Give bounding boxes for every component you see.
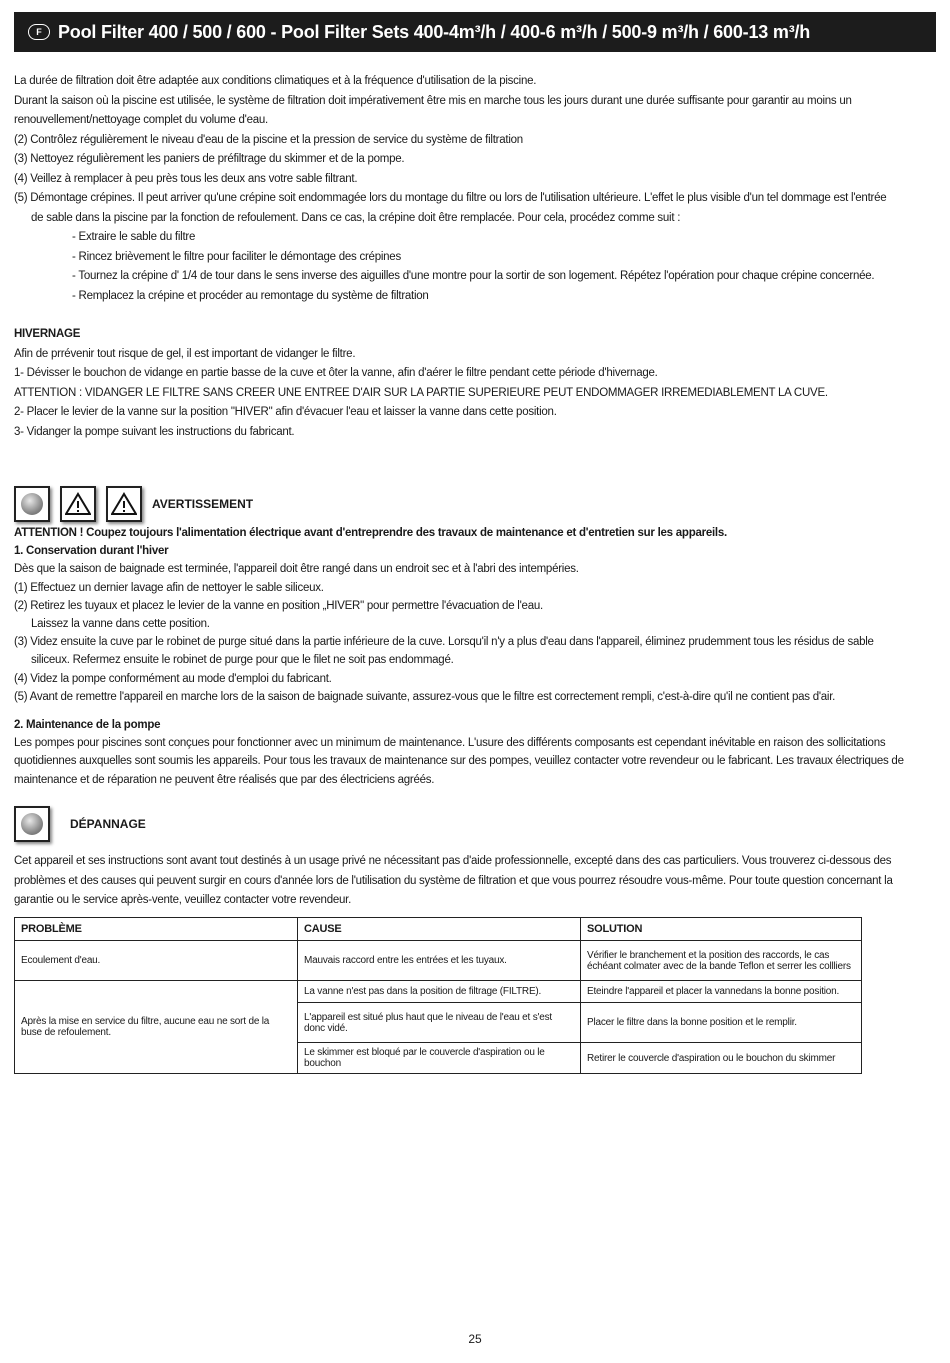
table-header-row xyxy=(15,918,862,941)
pompe-line: maintenance et de réparation ne peuvent être réalisés que par des électriciens agréés. xyxy=(14,773,435,786)
intro-line: La durée de filtration doit être adaptée aux conditions climatiques et à la fréquence d'utilisation de la piscine. xyxy=(14,75,537,87)
pompe-line: quotidiennes auxquelles sont soumis les appareils. Pour tous les travaux de maintenance sur des pompes, veuillez contacter votre revendeur ou le fabricant. Les travaux électriques de xyxy=(14,755,904,768)
hivernage-line: Afin de prrévenir tout risque de gel, il est important de vidanger le filtre. xyxy=(14,347,356,360)
hivernage-line: ATTENTION : VIDANGER LE FILTRE SANS CREER UNE ENTREE D'AIR SUR LA PARTIE SUPERIEURE PEUT ENDOMMAGER IRREMEDIABLEMENT LA CUVE. xyxy=(14,386,828,399)
hivernage-line: 1- Dévisser le bouchon de vidange en partie basse de la cuve et ôter la vanne, afin d'aérer le filtre pendant cette période d'hivernage. xyxy=(14,367,658,379)
depannage-section xyxy=(14,852,893,911)
intro-line: Durant la saison où la piscine est utilisée, le système de filtration doit impérativement être mis en marche tous les jours durant une durée suffisante pour garantir au moins un xyxy=(14,94,852,107)
avertissement-line: (1) Effectuez un dernier lavage afin de nettoyer le sable siliceux. xyxy=(14,581,324,594)
depannage-title: DÉPANNAGE xyxy=(70,817,146,831)
hivernage-title: HIVERNAGE xyxy=(14,328,81,340)
page-number: 25 xyxy=(468,1332,482,1346)
solution-cell: Retirer le couvercle d'aspiration ou le bouchon du skimmer xyxy=(581,1043,862,1074)
intro-line: (2) Contrôlez régulièrement le niveau d'eau de la piscine et la pression de service du système de filtration xyxy=(14,133,523,146)
cause-cell: L'appareil est situé plus haut que le niveau de l'eau et s'est donc vidé. xyxy=(298,1003,581,1043)
troubleshooting-table xyxy=(14,917,862,1074)
avertissement-line: Laissez la vanne dans cette position. xyxy=(31,618,210,631)
intro-line: (5) Démontage crépines. Il peut arriver qu'une crépine soit endommagée lors du montage du filtre ou lors de l'utilisation ultérieure. L'effet le plus visible d'un tel dommage est l'entrée xyxy=(14,192,887,204)
intro-line: (3) Nettoyez régulièrement les paniers de préfiltrage du skimmer et de la pompe. xyxy=(14,153,405,165)
avertissement-line: siliceux. Refermez ensuite le robinet de purge pour que le filet ne soit pas endommagé. xyxy=(31,654,454,667)
intro-line: (4) Veillez à remplacer à peu près tous les deux ans votre sable filtrant. xyxy=(14,172,358,185)
avertissement-line: (4) Videz la pompe conformément au mode d'emploi du fabricant. xyxy=(14,672,332,685)
solution-cell: Eteindre l'appareil et placer la vannedans la bonne position. xyxy=(581,981,862,1003)
intro-section xyxy=(14,72,886,306)
problem-cell: Ecoulement d'eau. xyxy=(15,941,298,981)
page-header xyxy=(14,12,936,52)
step-line: - Extraire le sable du filtre xyxy=(72,231,196,243)
cause-cell: La vanne n'est pas dans la position de filtrage (FILTRE). xyxy=(298,981,581,1003)
table-row xyxy=(15,981,862,1003)
avertissement-line: (3) Videz ensuite la cuve par le robinet de purge situé dans la partie inférieure de la cuve. Lorsqu'il n'y a plus d'eau dans l'appareil, éliminez prudemment tous les résidus de sable xyxy=(14,636,874,649)
solution-cell: Vérifier le branchement et la position des raccords, le cas échéant colmater avec de la bande Teflon et serrer les collliers xyxy=(581,941,862,981)
avertissement-line: (2) Retirez les tuyaux et placez le levier de la vanne en position „HIVER" pour permettre l'évacuation de l'eau. xyxy=(14,599,543,612)
subsection-title: 1. Conservation durant l'hiver xyxy=(14,545,169,558)
subsection-title: 2. Maintenance de la pompe xyxy=(14,719,161,732)
maintenance-disc-icon xyxy=(14,806,50,842)
depannage-line: problèmes et des causes qui peuvent surgir en cours d'année lors de l'utilisation du système de filtration et que vous pourrez résoudre vous-même. Pour toute question concernant la xyxy=(14,874,893,887)
step-line: - Remplacez la crépine et procéder au remontage du système de filtration xyxy=(72,289,429,302)
step-line: - Tournez la crépine d' 1/4 de tour dans le sens inverse des aiguilles d'une montre pour la sortir de son logement. Répétez l'opération pour chaque crépine concernée. xyxy=(72,270,875,282)
column-header: PROBLÈME xyxy=(15,918,298,941)
depannage-header xyxy=(14,806,146,842)
warning-triangle-icon xyxy=(106,486,142,522)
language-badge: F xyxy=(28,24,50,40)
intro-line: renouvellement/nettoyage complet du volume d'eau. xyxy=(14,114,268,126)
step-line: - Rincez brièvement le filtre pour faciliter le démontage des crépines xyxy=(72,250,401,263)
depannage-line: Cet appareil et ses instructions sont avant tout destinés à un usage privé ne nécessitant pas d'aide professionnelle, excepté dans des cas particuliers. Vous trouverez ci-dessous des xyxy=(14,855,892,867)
cause-cell: Le skimmer est bloqué par le couvercle d'aspiration ou le bouchon xyxy=(298,1043,581,1074)
problem-cell: Après la mise en service du filtre, aucune eau ne sort de la buse de refoulement. xyxy=(15,981,298,1074)
hivernage-section xyxy=(14,325,828,442)
avertissement-line: (5) Avant de remettre l'appareil en marche lors de la saison de baignade suivante, assurez-vous que le filtre est correctement rempli, c'est-à-dire qu'il ne contient pas d'air. xyxy=(14,690,836,703)
intro-line: de sable dans la piscine par la fonction de refoulement. Dans ce cas, la crépine doit être remplacée. Pour cela, procédez comme suit : xyxy=(31,211,681,224)
cause-cell: Mauvais raccord entre les entrées et les tuyaux. xyxy=(298,941,581,981)
warning-icons xyxy=(14,486,253,522)
avertissement-line: Dès que la saison de baignade est terminée, l'appareil doit être rangé dans un endroit sec et à l'abri des intempéries. xyxy=(14,563,579,576)
column-header: SOLUTION xyxy=(581,918,862,941)
maintenance-disc-icon xyxy=(14,486,50,522)
hivernage-line: 3- Vidanger la pompe suivant les instructions du fabricant. xyxy=(14,425,295,438)
depannage-line: garantie ou le service après-vente, veuillez contacter votre revendeur. xyxy=(14,894,352,906)
page-title: Pool Filter 400 / 500 / 600 - Pool Filter Sets 400-4m³/h / 400-6 m³/h / 500-9 m³/h / 600-13 m³/h xyxy=(58,21,811,42)
table-row xyxy=(15,941,862,981)
hivernage-line: 2- Placer le levier de la vanne sur la position "HIVER" afin d'évacuer l'eau et laisser la vanne dans cette position. xyxy=(14,406,557,418)
warning-triangle-icon xyxy=(60,486,96,522)
avertissement-title: AVERTISSEMENT xyxy=(152,497,254,511)
attention-line: ATTENTION ! Coupez toujours l'alimentation électrique avant d'entreprendre des travaux de maintenance et d'entretien sur les appareils. xyxy=(14,527,727,539)
column-header: CAUSE xyxy=(298,918,581,941)
solution-cell: Placer le filtre dans la bonne position et le remplir. xyxy=(581,1003,862,1043)
avertissement-section xyxy=(14,524,904,789)
pompe-line: Les pompes pour piscines sont conçues pour fonctionner avec un minimum de maintenance. L'usure des différents composants est cependant inévitable en raison des sollicitations xyxy=(14,737,886,750)
